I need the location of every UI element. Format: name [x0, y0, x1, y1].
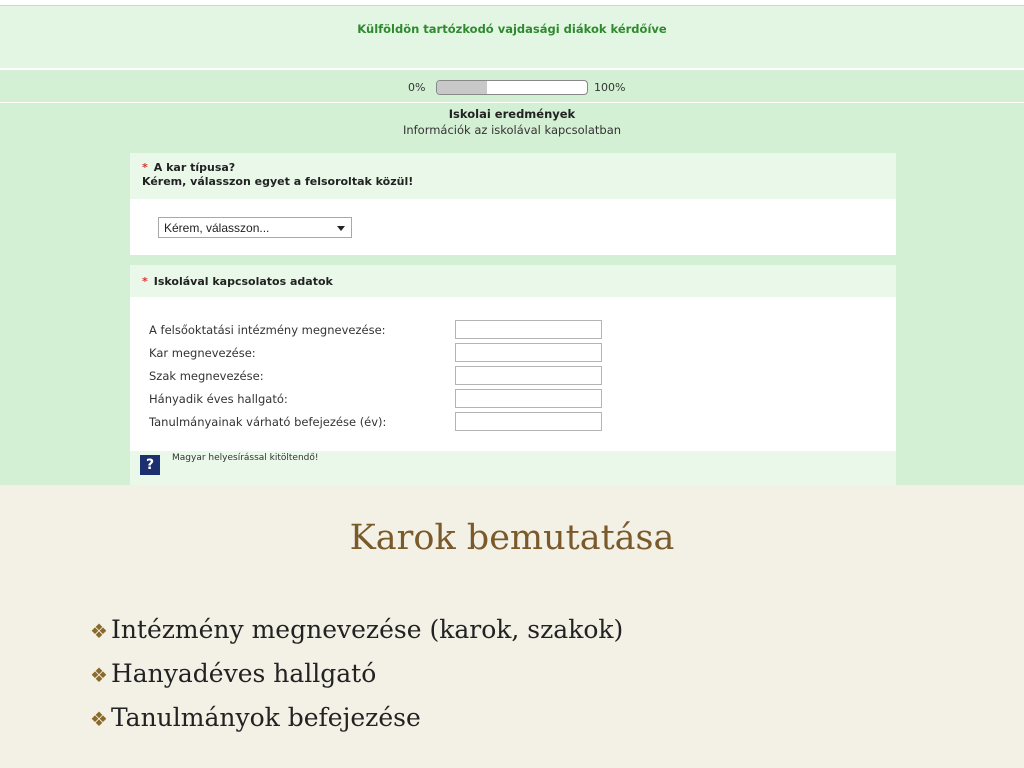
field-label: Tanulmányainak várható befejezése (év):	[149, 415, 387, 429]
faculty-name-input[interactable]	[455, 343, 602, 362]
bullet-item	[90, 696, 623, 740]
bullet-text: Intézmény megnevezése (karok, szakok)	[110, 615, 624, 644]
survey-title: Külföldön tartózkodó vajdasági diákok kérdőíve	[357, 22, 667, 36]
question-header	[130, 265, 896, 297]
graduation-year-input[interactable]	[455, 412, 602, 431]
bullet-text: Tanulmányok befejezése	[110, 703, 421, 732]
bullet-item	[90, 608, 623, 652]
survey-header	[0, 6, 1024, 68]
field-label: Kar megnevezése:	[149, 346, 256, 360]
question-label: Iskolával kapcsolatos adatok	[153, 275, 333, 288]
diamond-bullet-icon: ❖	[90, 707, 108, 731]
question-separator	[130, 255, 896, 265]
select-value: Kérem, válasszon...	[164, 221, 270, 235]
diamond-bullet-icon: ❖	[90, 663, 108, 687]
institution-name-input[interactable]	[455, 320, 602, 339]
slide-title: Karok bemutatása	[349, 518, 675, 558]
field-label: Szak megnevezése:	[149, 369, 264, 383]
question-instruction: Kérem, válasszon egyet a felsoroltak közül!	[142, 175, 414, 188]
bullet-text: Hanyadéves hallgató	[110, 659, 377, 688]
help-text: Magyar helyesírással kitöltendő!	[172, 453, 319, 463]
progress-start-label: 0%	[408, 81, 426, 94]
bullet-list	[90, 608, 623, 740]
progress-row	[0, 70, 1024, 102]
study-year-input[interactable]	[455, 389, 602, 408]
question-icon: ?	[140, 455, 160, 475]
question-school-data	[130, 265, 896, 485]
progress-divider	[0, 102, 1024, 103]
major-name-input[interactable]	[455, 366, 602, 385]
question-label: A kar típusa?	[153, 161, 236, 174]
progress-fill	[437, 81, 487, 94]
required-mark: *	[142, 161, 148, 174]
help-bar	[130, 451, 896, 485]
field-label: A felsőoktatási intézmény megnevezése:	[149, 323, 386, 337]
faculty-type-select[interactable]	[158, 217, 352, 238]
required-mark: *	[142, 275, 148, 288]
field-label: Hányadik éves hallgató:	[149, 392, 288, 406]
chevron-down-icon	[337, 226, 345, 231]
progress-bar	[436, 80, 588, 95]
bullet-item	[90, 652, 623, 696]
group-description: Információk az iskolával kapcsolatban	[402, 123, 622, 137]
progress-end-label: 100%	[594, 81, 626, 94]
question-header	[130, 153, 896, 199]
group-title: Iskolai eredmények	[448, 107, 576, 121]
diamond-bullet-icon: ❖	[90, 619, 108, 643]
question-faculty-type	[130, 153, 896, 255]
